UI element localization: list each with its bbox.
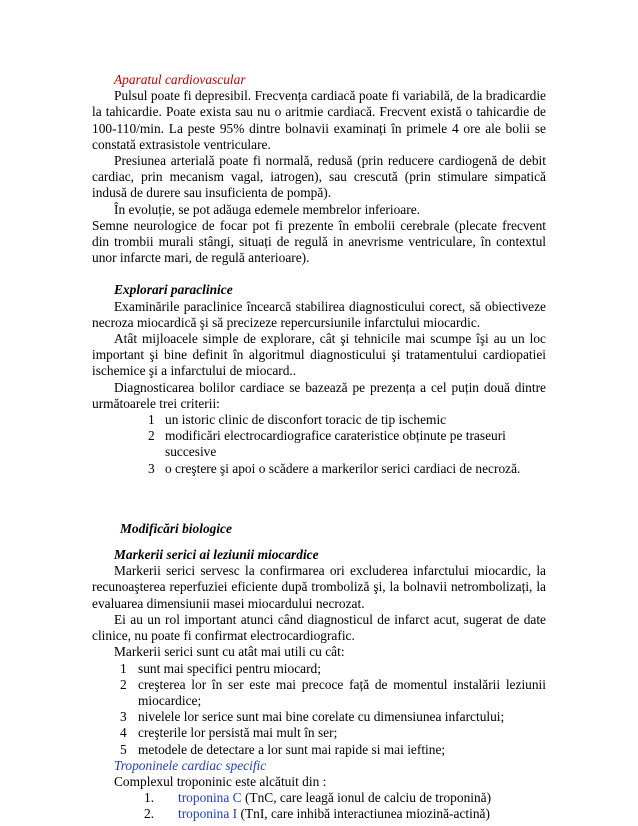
list-item: 1 un istoric clinic de disconfort toracic de tip ischemic [148,412,447,428]
list-item: 2 creşterea lor în ser este mai precoce față de momentul instalării leziunii miocardice; [120,676,546,708]
subsection-heading-markers: Markerii serici ai leziunii miocardice [114,547,319,563]
list-item: 2. troponina I (TnI, care inhibă interactiunea miozină-actină) [144,806,490,822]
troponin-name: troponina I [178,806,238,822]
troponin-heading: Troponinele cardiac specific [114,757,267,773]
section-heading-cardiovascular: Aparatul cardiovascular [114,72,246,87]
criteria-list [92,412,546,477]
paragraph: În evoluție, se pot adăuga edemele membrelor inferioare. [114,201,420,217]
list-item: 3 o creştere şi apoi o scădere a markerilor serici cardiaci de necroză. [148,460,521,476]
paragraph: Presiunea arterială poate fi normală, redusă (prin reducere cardiogenă de debit cardiac, prin mecanism vagal, iatrogen), sau crescută (prin stimulare simpatică indusă de durere sau insuficienta de pompă). [92,153,546,201]
list-item: 1 sunt mai specifici pentru miocard; [120,660,321,676]
markers-list [92,661,546,758]
paragraph: Markerii serici servesc la confirmarea ori excluderea infarctului miocardic, la recunoaşterea reperfuziei eficiente după tromboliză şi, la bolnavii netrombolizați, la evaluarea dimensiunii masei miocardului necrozat. [92,563,546,611]
section-heading-paraclinic: Explorari paraclinice [114,282,233,298]
paragraph: Atât mijloacele simple de explorare, cât şi tehnicile mai scumpe îşi au un loc important şi bine definit în algoritmul diagnosticului şi tratamentului cardiopatiei ischemice şi a infarctului de miocard.. [92,331,546,379]
paragraph: Ei au un rol important atunci când diagnosticul de infarct acut, sugerat de date clinice, nu poate fi confirmat electrocardiografic. [92,611,546,644]
troponin-list [92,790,546,822]
paragraph: Pulsul poate fi depresibil. Frecvența cardiacă poate fi variabilă, de la bradicardie la tahicardie. Poate exista sau nu o aritmie cardiacă. Frecvent există o tahicardie de 100-110/min. La peste 95% dintre bolnavii examinați în primele 4 ore ale bolii se constată extrasistole ventriculare. [92,88,546,152]
list-item: 1. troponina C (TnC, care leagă ionul de calciu de troponină) [144,790,492,806]
paragraph: Semne neurologice de focar pot fi prezente în embolii cerebrale (plecate frecvent din trombii murali stângi, situați de regulă in anevrisme ventriculare, în contextul unor infarcte mari, de regulă anterioare). [92,217,546,266]
list-item: 5 metodele de detectare a lor sunt mai rapide si mai ieftine; [120,741,446,757]
paragraph: Complexul troponinic este alcătuit din : [114,773,327,789]
section-heading-biological: Modificări biologice [120,520,232,536]
paragraph: Markerii serici sunt cu atât mai utili cu cât: [114,644,345,660]
document-page [92,72,546,823]
list-item: 4 creşterile lor persistă mai mult în ser; [120,725,338,741]
troponin-name: troponina C [178,790,242,806]
paragraph: Examinările paraclinice încearcă stabilirea diagnosticului corect, să obiectiveze necroza miocardică şi să precizeze repercursiunile infarctului miocardic. [92,298,546,330]
list-item: 2 modificări electrocardiografice carateristice obținute pe traseuri succesive [148,428,506,460]
list-item: 3 nivelele lor serice sunt mai bine corelate cu dimensiunea infarctului; [120,709,505,725]
paragraph: Diagnosticarea bolilor cardiace se bazează pe prezența a cel puțin două dintre următoarele trei criterii: [92,379,546,411]
